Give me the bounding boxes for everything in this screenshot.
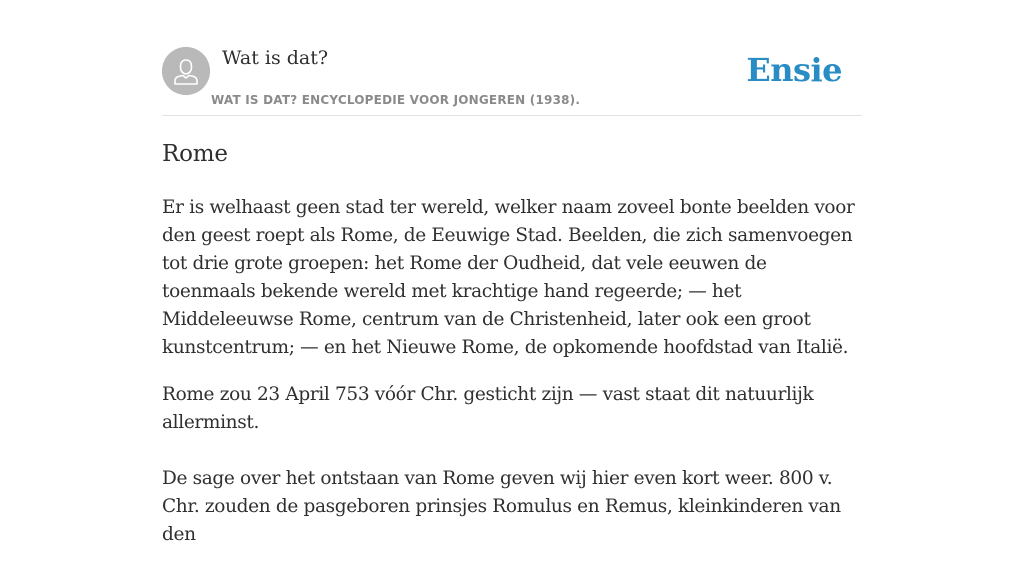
article-paragraph: Er is welhaast geen stad ter wereld, welker naam zoveel bonte beelden voor den geest roept als Rome, de Eeuwige Stad. Beelden, die zich samenvoegen tot drie grote groepen: het Rome der Oudheid, dat vele eeuwen de toenmaals bekende wereld met krachtige hand regeerde; — het Middeleeuwse Rome, centrum van de Christenheid, later ook een groot kunstcentrum; — en het Nieuwe Rome, de opkomende hoofdstad van Italië. <box>162 197 855 358</box>
source-subtitle[interactable]: WAT IS DAT? ENCYCLOPEDIE VOOR JONGEREN (1938). <box>211 93 581 107</box>
article-paragraph: De sage over het ontstaan van Rome geven wij hier even kort weer. 800 v. Chr. zouden de pasgeboren prinsjes Romulus en Remus, kleinkinderen van den <box>162 468 841 545</box>
article-title: Rome <box>162 141 228 167</box>
user-silhouette-icon[interactable] <box>162 47 210 95</box>
article <box>162 138 862 568</box>
source-header <box>162 46 862 116</box>
source-title[interactable]: Wat is dat? <box>222 47 329 69</box>
article-paragraph: Rome zou 23 April 753 vóór Chr. gesticht zijn — vast staat dit natuurlijk allerminst. <box>162 384 814 433</box>
brand-logo[interactable]: Ensie <box>746 51 842 89</box>
